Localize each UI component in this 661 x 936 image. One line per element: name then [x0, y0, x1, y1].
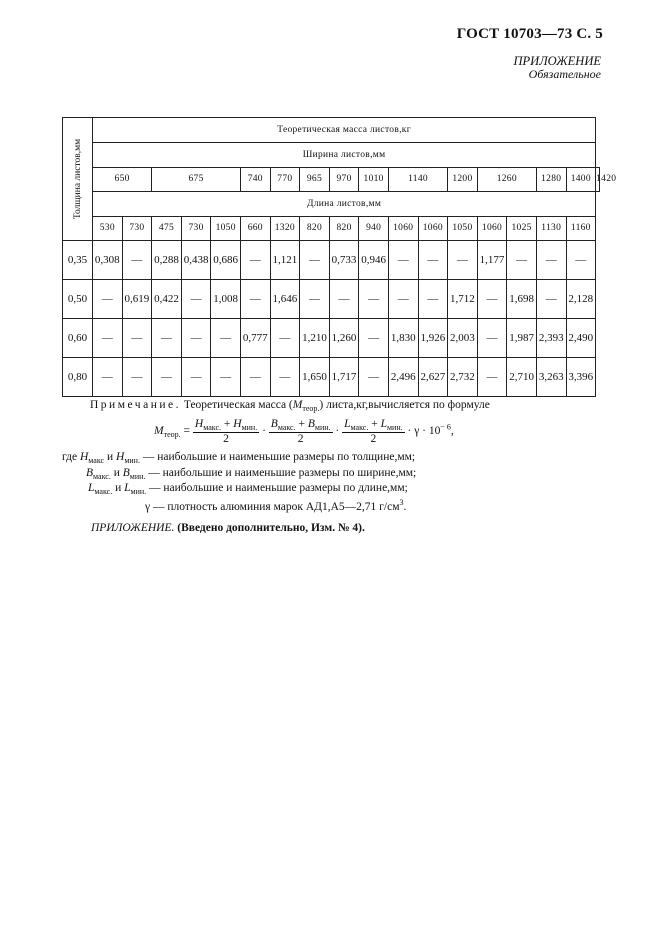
frac-length	[342, 418, 404, 445]
mass-cell: —	[329, 280, 359, 319]
width-cell: 650	[93, 167, 152, 191]
mass-cell: 3,396	[566, 358, 596, 397]
def-gamma	[145, 498, 406, 513]
note-text-after: ) листа,кг,вычисляется по формуле	[319, 399, 490, 411]
mass-cell: —	[270, 319, 300, 358]
mass-cell: —	[122, 319, 152, 358]
and-2: и	[113, 467, 120, 479]
mass-cell: —	[507, 241, 537, 280]
width-cell: 675	[152, 167, 241, 191]
formula-m-sub: теор.	[163, 430, 181, 440]
mass-cell: 1,830	[388, 319, 418, 358]
width-cell: 740	[240, 167, 270, 191]
def-h-min: H	[116, 451, 125, 463]
l-max: L	[344, 418, 351, 430]
thickness-cell: 0,35	[63, 241, 93, 280]
mass-cell: —	[152, 319, 182, 358]
mass-cell: 1,926	[418, 319, 448, 358]
l-min-sub: мин.	[386, 423, 403, 432]
mass-cell: 2,732	[448, 358, 478, 397]
mass-cell: 1,717	[329, 358, 359, 397]
plus-1: +	[223, 418, 231, 430]
h-min-sub: мин.	[241, 423, 258, 432]
mass-cell: 2,490	[566, 319, 596, 358]
den-3: 2	[370, 433, 377, 445]
def-l-max-sub: макс.	[94, 487, 113, 496]
def-l-text: — наибольшие и наименьшие размеры по длине,мм;	[149, 482, 408, 494]
mass-cell: —	[93, 280, 123, 319]
mass-cell: —	[240, 280, 270, 319]
h-max-sub: макс.	[203, 423, 221, 432]
mass-cell: —	[122, 358, 152, 397]
mass-cell: —	[93, 358, 123, 397]
appendix-title: ПРИЛОЖЕНИЕ	[513, 54, 601, 68]
table-row	[63, 241, 600, 280]
mass-cell: —	[300, 241, 330, 280]
length-cell: 1130	[536, 216, 566, 240]
mass-cell: 2,710	[507, 358, 537, 397]
table-row	[63, 358, 600, 397]
plus-2: +	[298, 418, 305, 430]
mass-cell: —	[536, 241, 566, 280]
length-header: Длина листов,мм	[93, 192, 596, 216]
plus-3: +	[371, 418, 378, 430]
dot-3: ·	[407, 425, 412, 438]
dot-1: ·	[262, 425, 266, 438]
footer-note	[91, 522, 365, 534]
mass-cell: —	[359, 358, 389, 397]
where-word: где	[62, 451, 78, 463]
den-2: 2	[297, 433, 304, 445]
length-cell: 1060	[388, 216, 418, 240]
thickness-cell: 0,80	[63, 358, 93, 397]
den-1: 2	[223, 433, 229, 445]
mass-cell: 0,308	[93, 241, 123, 280]
width-cell: 1400	[566, 167, 596, 191]
def-b-max: B	[86, 467, 94, 479]
dot-2: ·	[335, 425, 340, 438]
cube-sup: 3	[399, 498, 404, 507]
mass-cell: 0,288	[152, 241, 182, 280]
mass-cell: 0,619	[122, 280, 152, 319]
mass-cell: 0,733	[329, 241, 359, 280]
width-row	[63, 167, 600, 191]
appendix-status: Обязательное	[528, 67, 601, 81]
width-cell: 1010	[359, 167, 389, 191]
h-max: H	[194, 418, 204, 430]
mass-cell: 0,438	[181, 241, 211, 280]
mass-cell: —	[211, 358, 241, 397]
width-header: Ширина листов,мм	[93, 143, 596, 167]
thickness-header: Толщина листов,мм	[72, 138, 83, 220]
h-min: H	[233, 418, 242, 430]
mass-cell: 0,686	[211, 241, 241, 280]
formula	[154, 418, 454, 445]
mass-cell: 0,946	[359, 241, 389, 280]
thickness-cell: 0,60	[63, 319, 93, 358]
length-cell: 1320	[270, 216, 300, 240]
and-1: и	[106, 451, 114, 463]
mass-cell: —	[477, 280, 507, 319]
mass-cell: —	[270, 358, 300, 397]
b-min-sub: мин.	[314, 423, 331, 432]
mass-cell: 2,496	[388, 358, 418, 397]
def-gamma-text: — плотность алюминия марок АД1,А5—2,71 г/см	[152, 500, 400, 513]
mass-cell: —	[181, 358, 211, 397]
note-line	[90, 399, 490, 413]
mass-cell: 2,627	[418, 358, 448, 397]
mass-cell: 1,650	[300, 358, 330, 397]
note-text: Теоретическая масса (	[183, 399, 293, 411]
width-cell: 965	[300, 167, 330, 191]
mass-cell: 1,121	[270, 241, 300, 280]
mass-cell: 1,210	[300, 319, 330, 358]
mass-header: Теоретическая масса листов,кг	[93, 118, 596, 143]
mass-cell: 1,987	[507, 319, 537, 358]
def-width	[86, 467, 416, 481]
thickness-header-cell	[63, 118, 93, 241]
formula-m: M	[154, 425, 164, 438]
b-min: B	[307, 418, 315, 430]
mass-cell: —	[477, 358, 507, 397]
def-l-min-sub: мин.	[130, 487, 147, 496]
length-cell: 820	[300, 216, 330, 240]
table-row	[63, 280, 600, 319]
mass-cell: —	[93, 319, 123, 358]
mass-cell: 2,128	[566, 280, 596, 319]
mass-cell: —	[418, 241, 448, 280]
formula-eq: =	[183, 425, 191, 438]
footer-amendment: (Введено дополнительно, Изм. № 4).	[177, 522, 365, 534]
def-l-max: L	[88, 482, 95, 494]
mass-cell: —	[359, 319, 389, 358]
length-row	[63, 216, 600, 240]
mass-cell: —	[536, 280, 566, 319]
mass-cell: —	[300, 280, 330, 319]
length-cell: 660	[240, 216, 270, 240]
l-max-sub: макс.	[350, 423, 369, 432]
mass-cell: 1,712	[448, 280, 478, 319]
mass-table	[62, 117, 617, 397]
length-cell: 530	[93, 216, 123, 240]
frac-thickness	[193, 418, 259, 445]
l-min: L	[380, 418, 387, 430]
length-cell: 1060	[477, 216, 507, 240]
mass-cell: —	[566, 241, 596, 280]
mass-cell: —	[388, 241, 418, 280]
mass-cell: —	[181, 319, 211, 358]
mass-cell: —	[418, 280, 448, 319]
b-max-sub: макс.	[277, 423, 296, 432]
mass-cell: 2,003	[448, 319, 478, 358]
mass-cell: 0,422	[152, 280, 182, 319]
def-b-min-sub: мин.	[129, 472, 146, 481]
and-3: и	[115, 482, 122, 494]
length-cell: 1160	[566, 216, 596, 240]
mass-cell: —	[122, 241, 152, 280]
mass-cell: 1,646	[270, 280, 300, 319]
exponent: − 6	[440, 422, 451, 432]
mass-cell: —	[477, 319, 507, 358]
def-h-max: H	[79, 451, 89, 463]
formula-comma: ,	[450, 425, 454, 438]
m-symbol: M	[292, 399, 303, 411]
note-label: Примечание.	[90, 399, 181, 411]
width-cell: 1280	[536, 167, 566, 191]
length-cell: 820	[329, 216, 359, 240]
gamma-symbol: γ	[145, 500, 151, 513]
def-h-text: — наибольшие и наименьшие размеры по толщине,мм;	[142, 451, 416, 463]
mass-cell: 2,393	[536, 319, 566, 358]
def-l-min: L	[124, 482, 131, 494]
mass-cell: 1,698	[507, 280, 537, 319]
length-cell: 475	[152, 216, 182, 240]
mass-cell: —	[240, 241, 270, 280]
footer-appendix: ПРИЛОЖЕНИЕ.	[91, 522, 175, 534]
b-max: B	[270, 418, 278, 430]
mass-cell: —	[448, 241, 478, 280]
mass-cell: 1,177	[477, 241, 507, 280]
mass-cell: —	[181, 280, 211, 319]
length-cell: 1050	[211, 216, 241, 240]
mass-cell: 0,777	[240, 319, 270, 358]
def-gamma-period: .	[403, 500, 407, 513]
length-cell: 1060	[418, 216, 448, 240]
width-cell: 970	[329, 167, 359, 191]
def-thickness	[62, 451, 415, 465]
length-cell: 1025	[507, 216, 537, 240]
def-length	[88, 482, 408, 496]
width-cell: 1420	[596, 167, 600, 191]
mass-cell: 1,260	[329, 319, 359, 358]
mass-cell: —	[211, 319, 241, 358]
m-subscript: теор.	[302, 404, 320, 413]
mass-cell: —	[359, 280, 389, 319]
length-cell: 730	[122, 216, 152, 240]
table-row	[63, 319, 600, 358]
length-cell: 1050	[448, 216, 478, 240]
gamma-factor: γ · 10	[414, 425, 441, 438]
width-cell: 1260	[477, 167, 536, 191]
page-header: ГОСТ 10703—73 С. 5	[456, 26, 603, 42]
length-cell: 730	[181, 216, 211, 240]
def-b-max-sub: макс.	[93, 472, 111, 481]
mass-cell: —	[240, 358, 270, 397]
thickness-cell: 0,50	[63, 280, 93, 319]
width-cell: 1200	[448, 167, 478, 191]
def-h-min-sub: мин.	[124, 456, 140, 465]
width-cell: 1140	[388, 167, 447, 191]
def-b-text: — наибольшие и наименьшие размеры по ширине,мм;	[148, 467, 417, 479]
mass-cell: 3,263	[536, 358, 566, 397]
mass-cell: —	[388, 280, 418, 319]
def-h-max-sub: макс	[88, 456, 105, 465]
mass-cell: 1,008	[211, 280, 241, 319]
width-cell: 770	[270, 167, 300, 191]
def-b-min: B	[122, 467, 130, 479]
frac-width	[269, 418, 333, 445]
mass-cell: —	[152, 358, 182, 397]
length-cell: 940	[359, 216, 389, 240]
